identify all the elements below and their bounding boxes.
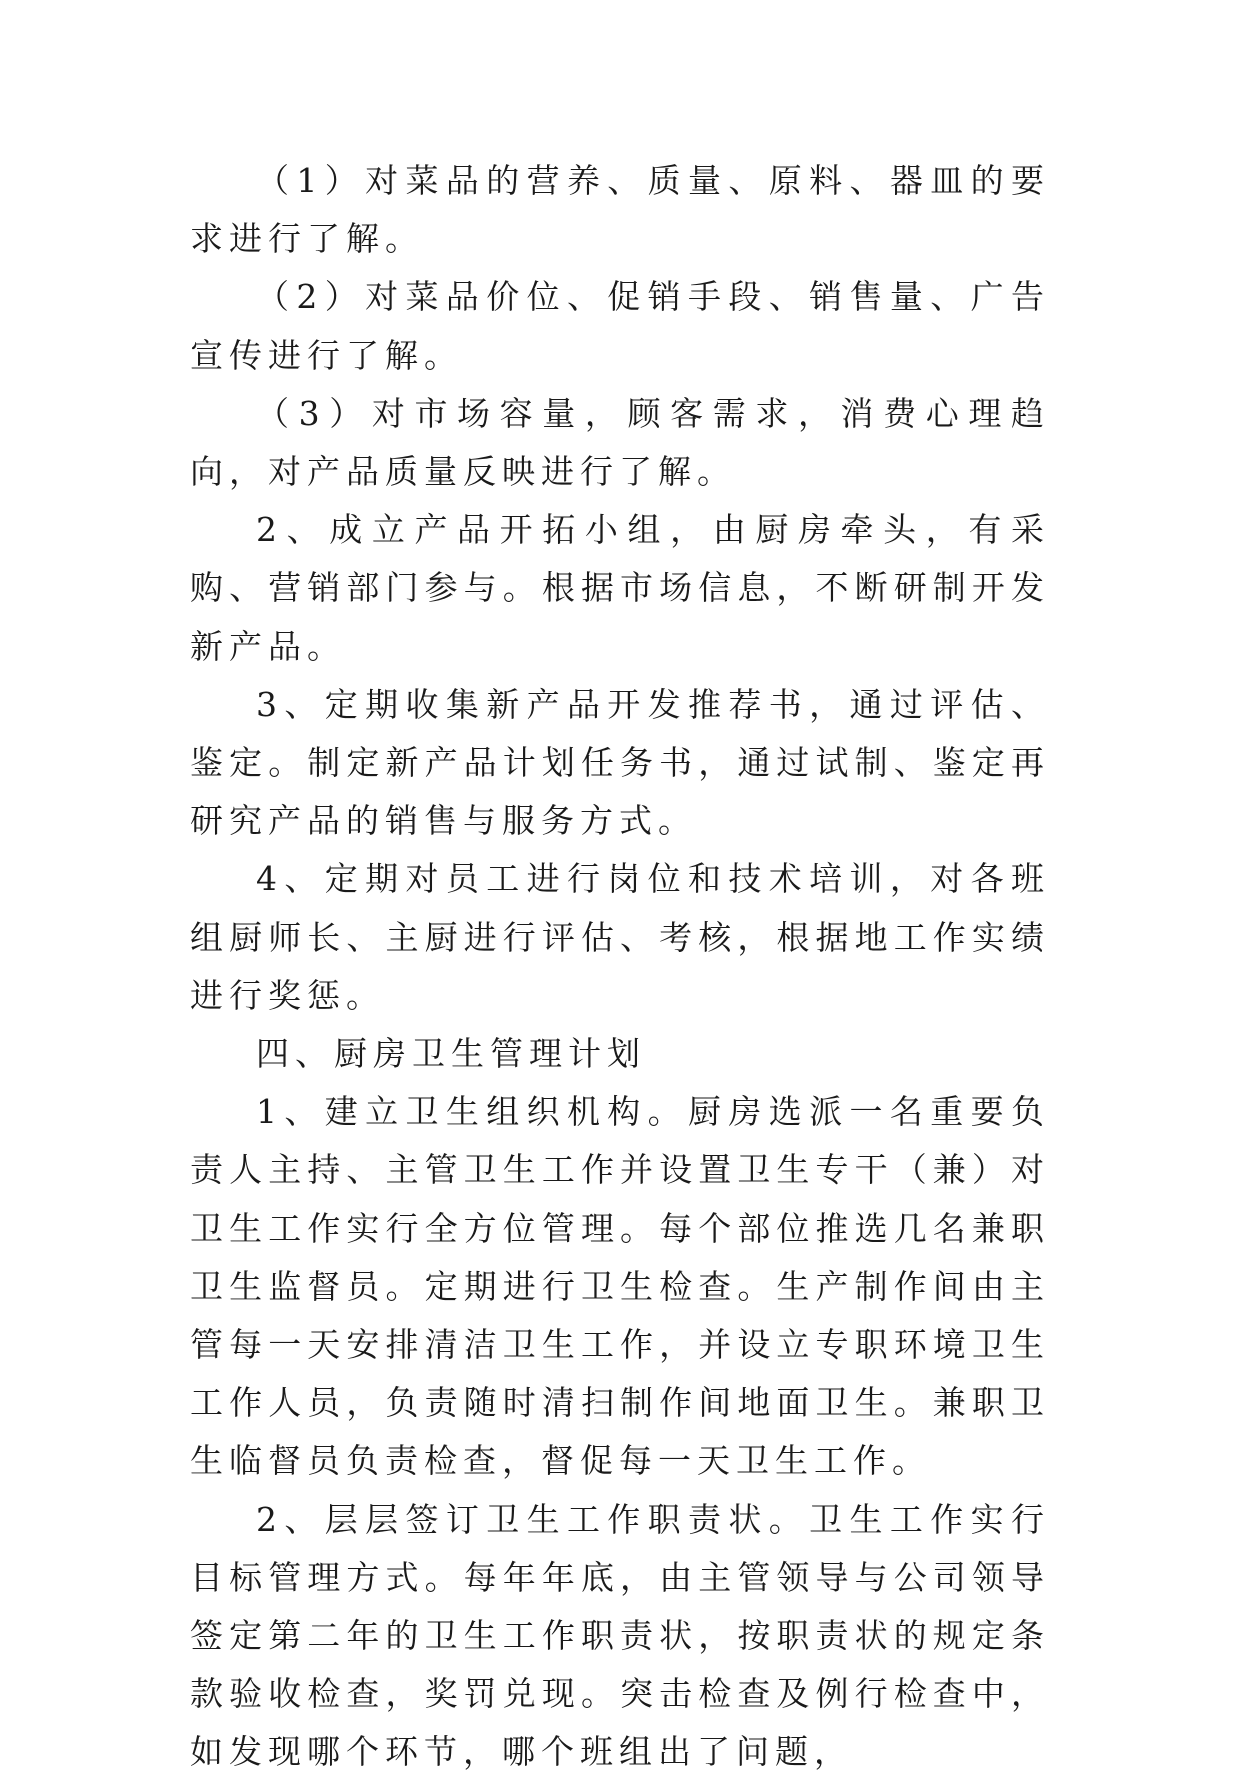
paragraph-new-product-plan: 3、定期收集新产品开发推荐书，通过评估、鉴定。制定新产品计划任务书，通过试制、鉴定再研究产品的销售与服务方式。	[190, 684, 1050, 841]
paragraph-product-team: 2、成立产品开拓小组，由厨房牵头，有采购、营销部门参与。根据市场信息，不断研制开发新产品。	[190, 510, 1050, 666]
paragraph-market-capacity: （3）对市场容量，顾客需求，消费心理趋向，对产品质量反映进行了解。	[190, 393, 1050, 492]
paragraph-hygiene-responsibility: 2、层层签订卫生工作职责状。卫生工作实行目标管理方式。每年年底，由主管领导与公司领导签定第二年的卫生工作职责状，按职责状的规定条款验收检查，奖罚兑现。突击检查及例行检查中，如发现哪个环节，哪个班组出了问题，	[190, 1499, 1050, 1772]
paragraph-staff-training: 4、定期对员工进行岗位和技术培训，对各班组厨师长、主厨进行评估、考核，根据地工作实绩进行奖惩。	[190, 859, 1050, 1015]
paragraph-hygiene-organization: 1、建立卫生组织机构。厨房选派一名重要负责人主持、主管卫生工作并设置卫生专干（兼）对卫生工作实行全方位管理。每个部位推选几名兼职卫生监督员。定期进行卫生检查。生产制作间由主管每一天安排清洁卫生工作，并设立专职环境卫生工作人员，负责随时清扫制作间地面卫生。兼职卫生临督员负责检查，督促每一天卫生工作。	[190, 1092, 1050, 1481]
paragraph-price-promotion: （2）对菜品价位、促销手段、销售量、广告宣传进行了解。	[190, 277, 1050, 375]
paragraph-nutrition-quality: （1）对菜品的营养、质量、原料、器皿的要求进行了解。	[190, 161, 1050, 259]
section-heading-hygiene: 四、厨房卫生管理计划	[256, 1034, 646, 1074]
document-page	[190, 152, 1050, 1782]
